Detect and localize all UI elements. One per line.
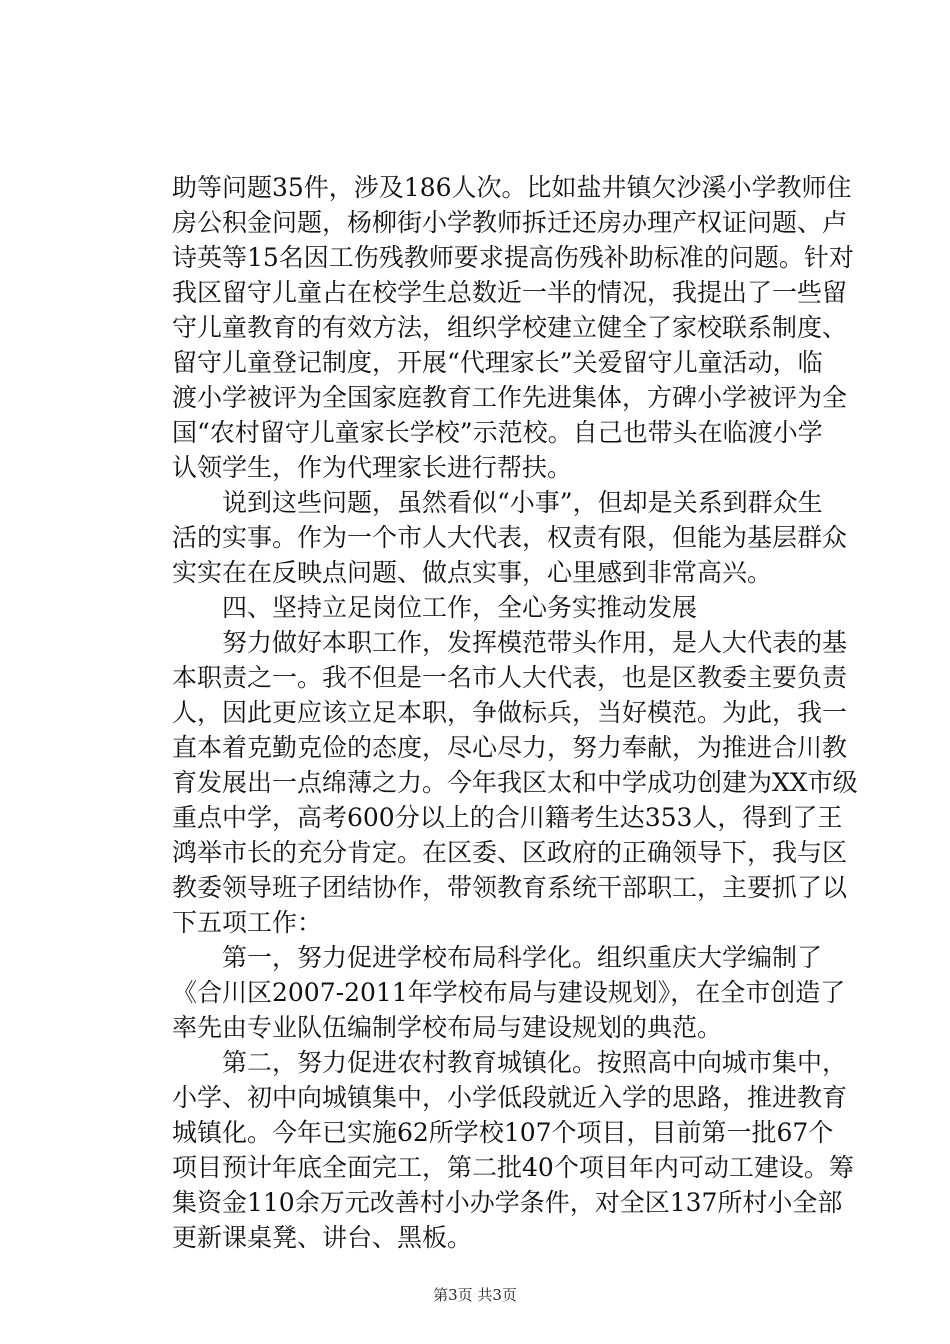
text-line: 本职责之一。我不但是一名市人大代表，也是区教委主要负责 bbox=[172, 663, 848, 692]
text-line: 鸿举市长的充分肯定。在区委、区政府的正确领导下，我与区 bbox=[172, 838, 848, 867]
text-line: 说到这些问题，虽然看似“小事”，但却是关系到群众生 bbox=[172, 488, 823, 517]
text-line: 努力做好本职工作，发挥模范带头作用，是人大代表的基 bbox=[172, 628, 848, 657]
text-line: 认领学生，作为代理家长进行帮扶。 bbox=[172, 453, 573, 482]
section-heading: 四、坚持立足岗位工作，全心务实推动发展 bbox=[172, 593, 698, 622]
text-line: 城镇化。今年已实施62所学校107个项目，目前第一批67个 bbox=[172, 1118, 834, 1147]
text-line: 国“农村留守儿童家长学校”示范校。自己也带头在临渡小学 bbox=[172, 418, 823, 447]
text-line: 第一，努力促进学校布局科学化。组织重庆大学编制了 bbox=[172, 943, 823, 972]
text-line: 我区留守儿童占在校学生总数近一半的情况，我提出了一些留 bbox=[172, 278, 848, 307]
text-line: 人，因此更应该立足本职，争做标兵，当好模范。为此，我一 bbox=[172, 698, 848, 727]
text-line: 实实在在反映点问题、做点实事，心里感到非常高兴。 bbox=[172, 558, 773, 587]
text-line: 项目预计年底全面完工，第二批40个项目年内可动工建设。筹 bbox=[172, 1153, 854, 1182]
text-line: 活的实事。作为一个市人大代表，权责有限，但能为基层群众 bbox=[172, 523, 848, 552]
text-line: 率先由专业队伍编制学校布局与建设规划的典范。 bbox=[172, 1013, 723, 1042]
text-line: 第二，努力促进农村教育城镇化。按照高中向城市集中， bbox=[172, 1048, 848, 1077]
page-footer: 第3页 共3页 bbox=[433, 1286, 517, 1304]
text-line: 房公积金问题，杨柳街小学教师拆迁还房办理产权证问题、卢 bbox=[172, 208, 848, 237]
text-line: 守儿童教育的有效方法，组织学校建立健全了家校联系制度、 bbox=[172, 313, 848, 342]
text-line: 《合川区2007-2011年学校布局与建设规划》，在全市创造了 bbox=[172, 978, 846, 1007]
text-line: 更新课桌凳、讲台、黑板。 bbox=[172, 1223, 473, 1252]
text-line: 直本着克勤克俭的态度，尽心尽力，努力奉献，为推进合川教 bbox=[172, 733, 848, 762]
text-line: 育发展出一点绵薄之力。今年我区太和中学成功创建为XX市级 bbox=[172, 768, 858, 797]
text-line: 小学、初中向城镇集中，小学低段就近入学的思路，推进教育 bbox=[172, 1083, 848, 1112]
text-line: 集资金110余万元改善村小办学条件，对全区137所村小全部 bbox=[172, 1188, 843, 1217]
text-line: 诗英等15名因工伤残教师要求提高伤残补助标准的问题。针对 bbox=[172, 243, 854, 272]
text-line: 留守儿童登记制度，开展“代理家长”关爱留守儿童活动，临 bbox=[172, 348, 823, 377]
text-line: 渡小学被评为全国家庭教育工作先进集体，方碑小学被评为全 bbox=[172, 383, 848, 412]
text-line: 重点中学，高考600分以上的合川籍考生达353人，得到了王 bbox=[172, 803, 843, 832]
text-line: 下五项工作： bbox=[172, 908, 323, 937]
text-line: 助等问题35件，涉及186人次。比如盐井镇欠沙溪小学教师住 bbox=[172, 173, 852, 202]
text-line: 教委领导班子团结协作，带领教育系统干部职工，主要抓了以 bbox=[172, 873, 848, 902]
